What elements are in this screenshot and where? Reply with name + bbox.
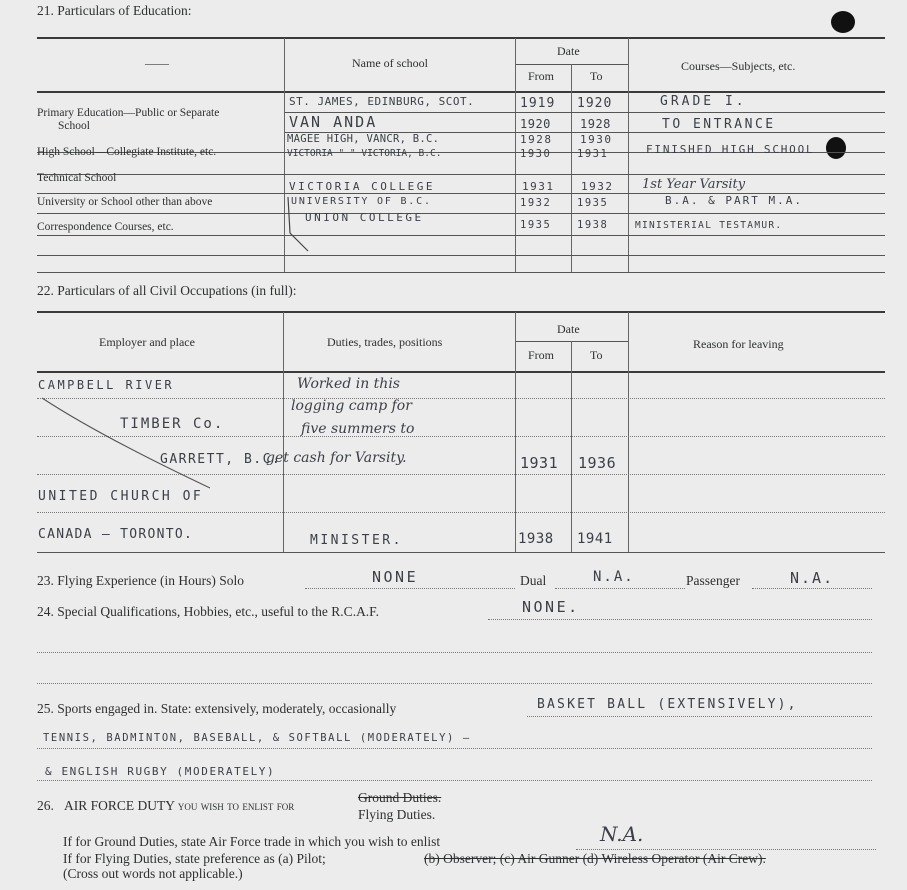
header-date: Date [557,44,580,58]
passenger-value: N.A. [790,569,835,587]
employer-line: UNITED CHURCH OF [38,489,204,504]
school-name: ST. JAMES, EDINBURG, SCOT. [289,95,475,108]
date-from: 1919 [520,96,556,111]
course: FINISHED HIGH SCHOOL [646,143,815,156]
dual-value: N.A. [593,569,635,585]
row-label-primary-school: School [58,120,90,132]
employer-line: CANADA — TORONTO. [38,527,194,542]
row-label-correspondence: Correspondence Courses, etc. [37,221,174,233]
header-date: Date [557,322,580,336]
s23-label: 23. Flying Experience (in Hours) Solo [37,573,244,588]
flying-pref-struck: (b) Observer; (c) Air Gunner (d) Wireless Operator (Air Crew). [424,851,766,866]
s25-label: 25. Sports engaged in. State: extensively, moderately, occasionally [37,701,397,716]
sports-line-2: TENNIS, BADMINTON, BASEBALL, & SOFTBALL (MODERATELY) — [43,732,471,744]
date-from: 1935 [520,219,552,231]
solo-value: NONE [372,568,419,586]
header-to: To [590,348,603,362]
s24-value: NONE. [522,598,580,616]
ground-duties-option: Ground Duties. [358,790,442,805]
date-to: 1935 [577,197,609,209]
header-dash: —— [145,56,169,70]
date-from: 1928 [520,133,553,146]
date-to: 1920 [577,96,613,111]
ink-blot [826,137,846,159]
header-employer: Employer and place [99,335,195,349]
school-name: MAGEE HIGH, VANCR, B.C. [287,133,440,145]
sports-line-1: BASKET BALL (EXTENSIVELY), [537,697,798,712]
row-label-technical: Technical School [37,172,117,184]
duty-line: five summers to [301,421,415,437]
dual-label: Dual [520,573,547,588]
header-duties: Duties, trades, positions [327,335,443,349]
row-label-primary: Primary Education—Public or Separate [37,107,220,119]
job-from: 1931 [520,454,559,472]
s24-label: 24. Special Qualifications, Hobbies, etc., useful to the R.C.A.F. [37,604,379,619]
date-from: 1932 [520,197,552,209]
date-to: 1932 [581,180,614,193]
row-label-high: High School—Collegiate Institute, etc. [37,146,217,158]
ink-blot [831,11,855,33]
course: GRADE I. [660,94,747,109]
flying-duties-option: Flying Duties. [358,807,436,822]
duty-line: logging camp for [291,398,412,414]
school-name: UNIVERSITY OF B.C. [291,196,432,207]
header-courses: Courses—Subjects, etc. [681,59,796,73]
course: TO ENTRANCE [662,117,776,132]
duty-line: Worked in this [297,376,400,392]
date-from: 1930 [520,148,552,160]
s26-number: 26. [37,798,54,813]
job-duty: MINISTER. [310,533,403,548]
school-name: VAN ANDA [289,113,378,131]
row-label-university: University or School other than above [37,196,213,208]
date-to: 1938 [577,219,609,231]
course: MINISTERIAL TESTAMUR. [635,220,783,231]
header-school: Name of school [352,56,428,70]
school-name: VICTORIA " " VICTORIA, B.C. [287,148,442,159]
school-name: VICTORIA COLLEGE [289,180,435,193]
sports-line-3: & ENGLISH RUGBY (MODERATELY) [45,765,276,778]
cross-out-note: (Cross out words not applicable.) [63,866,243,881]
employer-line: TIMBER Co. [120,416,225,432]
course: 1st Year Varsity [642,177,746,192]
diagonal-stroke [40,396,220,492]
s26-label: AIR FORCE DUTY you wish to enlist for [64,798,295,813]
job-from: 1938 [518,531,554,547]
employer-line: GARRETT, B.C. [160,452,282,467]
date-from: 1931 [522,180,555,193]
flying-pref-label: If for Flying Duties, state preference as (a) Pilot; [63,851,326,866]
header-from: From [528,69,555,83]
job-to: 1941 [577,531,613,547]
header-reason: Reason for leaving [693,337,784,351]
date-to: 1931 [577,148,609,160]
job-to: 1936 [578,454,617,472]
school-name: UNION COLLEGE [305,211,424,224]
ground-trade-label: If for Ground Duties, state Air Force trade in which you wish to enlist [63,834,441,849]
date-to: 1930 [580,133,613,146]
header-from: From [528,348,555,362]
employer-line: CAMPBELL RIVER [38,378,175,392]
date-to: 1928 [580,117,611,131]
header-to: To [590,69,603,83]
passenger-label: Passenger [686,573,740,588]
duty-line: get cash for Varsity. [266,450,407,466]
ground-trade-value: N.A. [600,822,644,846]
course: B.A. & PART M.A. [665,194,803,207]
s22-title: 22. Particulars of all Civil Occupations (in full): [37,283,297,298]
date-from: 1920 [520,117,551,131]
s21-title: 21. Particulars of Education: [37,3,192,18]
